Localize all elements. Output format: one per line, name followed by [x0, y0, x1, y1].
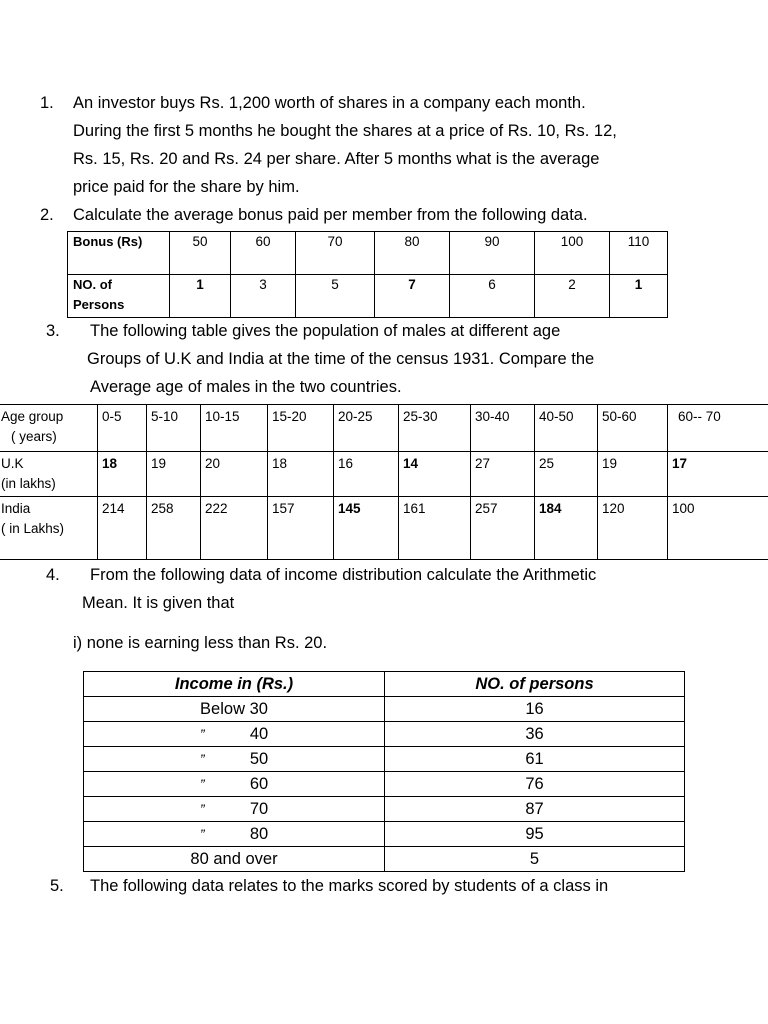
table-header-cell: NO. of persons — [385, 672, 685, 697]
population-table — [0, 404, 768, 560]
table-cell: 258 — [147, 497, 201, 560]
table-cell: ” 70 — [84, 797, 385, 822]
text-line: From the following data of income distribution calculate the Arithmetic — [90, 566, 597, 584]
table-header-cell: 15-20 — [268, 405, 334, 452]
table-cell: 70 — [296, 232, 375, 275]
question-text — [87, 317, 595, 401]
income-table — [83, 671, 685, 872]
table-cell: 27 — [471, 452, 535, 497]
table-cell: ” 40 — [84, 722, 385, 747]
table-cell: 61 — [385, 747, 685, 772]
table-cell: 100 — [668, 497, 768, 560]
table-cell: 18 — [268, 452, 334, 497]
table-cell: 16 — [334, 452, 399, 497]
table-cell: 19 — [147, 452, 201, 497]
table-header-cell: 10-15 — [201, 405, 268, 452]
table-header-cell: India ( in Lakhs) — [0, 497, 98, 560]
text-line: An investor buys Rs. 1,200 worth of shares in a company each month. — [73, 94, 586, 112]
question-text — [73, 201, 588, 229]
table-cell: 36 — [385, 722, 685, 747]
table-cell: 17 — [668, 452, 768, 497]
table-cell: 19 — [598, 452, 668, 497]
question-number: 2. — [40, 206, 54, 224]
table-cell: 14 — [399, 452, 471, 497]
table-cell: ” 50 — [84, 747, 385, 772]
table-cell: 80 — [375, 232, 450, 275]
table-cell: 95 — [385, 822, 685, 847]
question-number: 4. — [46, 566, 60, 584]
table-header-cell: 30-40 — [471, 405, 535, 452]
table-cell: 87 — [385, 797, 685, 822]
table-cell: 222 — [201, 497, 268, 560]
table-cell: ” 80 — [84, 822, 385, 847]
question-number: 5. — [50, 877, 64, 895]
question-text — [73, 89, 617, 201]
question-text — [82, 561, 597, 617]
text-line: Average age of males in the two countries. — [90, 378, 402, 396]
table-cell: 60 — [231, 232, 296, 275]
table-cell: ” 60 — [84, 772, 385, 797]
table-header-cell: 40-50 — [535, 405, 598, 452]
table-cell: 50 — [170, 232, 231, 275]
table-cell: 18 — [98, 452, 147, 497]
table-header-cell: U.K (in lakhs) — [0, 452, 98, 497]
table-cell: 6 — [450, 275, 535, 318]
table-header-cell: 50-60 — [598, 405, 668, 452]
table-cell: 1 — [170, 275, 231, 318]
table-cell: 80 and over — [84, 847, 385, 872]
table-cell: 2 — [535, 275, 610, 318]
text-line: price paid for the share by him. — [73, 178, 300, 196]
table-cell: 257 — [471, 497, 535, 560]
text-line: The following data relates to the marks scored by students of a class in — [90, 877, 609, 895]
table-cell: 20 — [201, 452, 268, 497]
table-cell: 5 — [296, 275, 375, 318]
table-header-cell: 5-10 — [147, 405, 201, 452]
table-header-cell: 60-- 70 — [668, 405, 768, 452]
table-cell: 1 — [610, 275, 668, 318]
table-header-cell: NO. of Persons — [68, 275, 170, 318]
table-cell: 3 — [231, 275, 296, 318]
text-line: Groups of U.K and India at the time of the census 1931. Compare the — [87, 350, 595, 368]
document-page: 1. An investor buys Rs. 1,200 worth of shares in a company each month. During the first 5 months he bought the shares at a price of Rs. 10, Rs. 12, Rs. 15, Rs. 20 and Rs. 24 per share. After 5 months what is the average price paid for the share by him. 2. Calculate the average bonus paid per member from the following data. Bonus (Rs) 50 60 70 80 90 100 110 NO. of Persons 1 3 5 7 6 2 1 3. The following table gives the population of males at different age Groups of U.K and India at the time of the census 1931. Compare the Average age of males in the two countries. Age group ( years) 0-5 5-10 10-15 15-20 20-25 25-30 30-40 40-50 50-60 60-- 70 U.K (in lakhs) 18 19 20 18 16 14 27 25 19 17 India ( in Lakhs) 214 258 222 157 145 161 257 184 120 100 4. From the following data of income distribution calculate the Arithmetic Mean. It is given that i) none is earning less than Rs. 20. Income in (Rs.) NO. of persons Below 30 16 ” 40 36 ” 50 61 ” 60 76 ” 70 87 ” 80 95 80 and over 5 5. The following data relates to the marks scored by students of a class in — [0, 0, 768, 1024]
table-header-cell: Bonus (Rs) — [68, 232, 170, 275]
table-cell: 214 — [98, 497, 147, 560]
table-cell: 184 — [535, 497, 598, 560]
table-cell: 5 — [385, 847, 685, 872]
table-cell: Below 30 — [84, 697, 385, 722]
text-line: Mean. It is given that — [82, 594, 235, 612]
table-cell: 7 — [375, 275, 450, 318]
table-cell: 120 — [598, 497, 668, 560]
table-cell: 25 — [535, 452, 598, 497]
table-cell: 145 — [334, 497, 399, 560]
table-cell: 76 — [385, 772, 685, 797]
table-header-cell: Age group ( years) — [0, 405, 98, 452]
table-header-cell: 20-25 — [334, 405, 399, 452]
table-cell: 157 — [268, 497, 334, 560]
table-cell: 90 — [450, 232, 535, 275]
text-line: Calculate the average bonus paid per member from the following data. — [73, 206, 588, 224]
table-cell: 110 — [610, 232, 668, 275]
table-header-cell: Income in (Rs.) — [84, 672, 385, 697]
table-cell: 100 — [535, 232, 610, 275]
question-text — [90, 872, 608, 900]
table-header-cell: 25-30 — [399, 405, 471, 452]
question-number: 1. — [40, 94, 54, 112]
question-number: 3. — [46, 322, 60, 340]
text-line: The following table gives the population of males at different age — [90, 322, 561, 340]
table-cell: 161 — [399, 497, 471, 560]
text-line: During the first 5 months he bought the shares at a price of Rs. 10, Rs. 12, — [73, 122, 617, 140]
table-header-cell: 0-5 — [98, 405, 147, 452]
text-line: Rs. 15, Rs. 20 and Rs. 24 per share. After 5 months what is the average — [73, 150, 600, 168]
bonus-table — [67, 231, 668, 318]
table-cell: 16 — [385, 697, 685, 722]
